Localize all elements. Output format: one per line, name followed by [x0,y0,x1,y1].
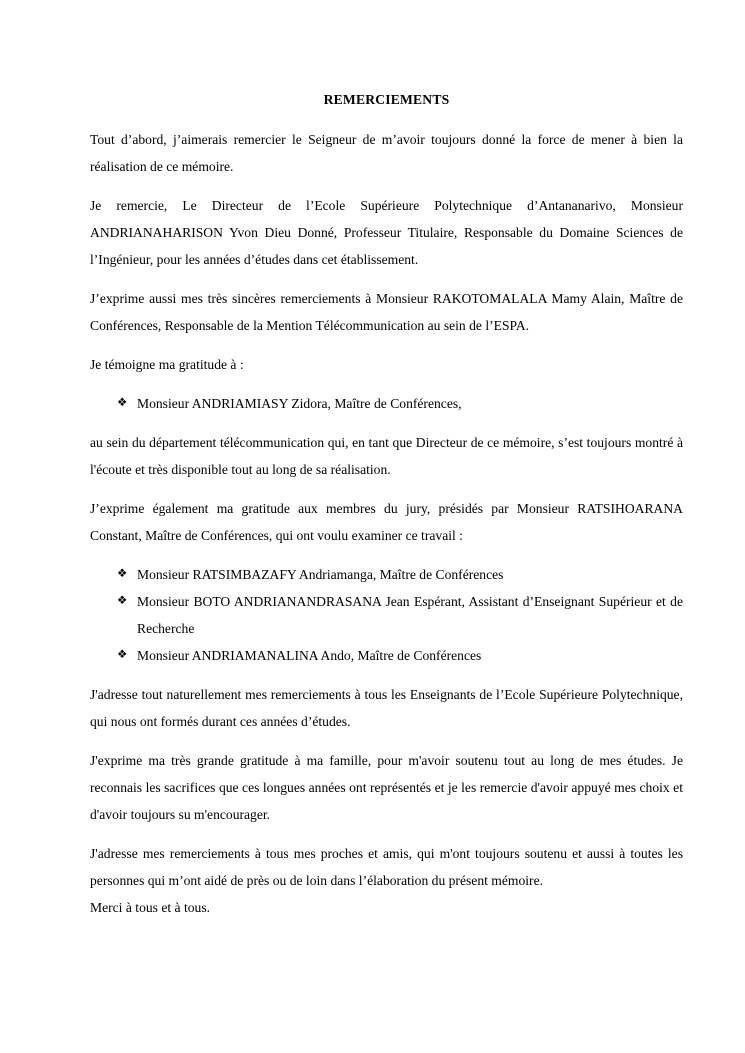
diamond-bullet-icon: ❖ [117,649,128,661]
list-item [117,642,683,669]
diamond-bullet-icon: ❖ [117,595,128,607]
paragraph-jury-intro: J’exprime également ma gratitude aux membres du jury, présidés par Monsieur RATSIHOARANA Constant, Maître de Conférences, qui ont voulu examiner ce travail : [90,501,683,543]
bullet-text-jury-member-3: Monsieur ANDRIAMANALINA Ando, Maître de Conférences [137,648,482,663]
bullet-text-jury-member-1: Monsieur RATSIMBAZAFY Andriamanga, Maître de Conférences [137,567,504,582]
paragraph-family: J'exprime ma très grande gratitude à ma famille, pour m'avoir soutenu tout au long de mes études. Je reconnais les sacrifices que ces longues années ont représentés et je les remercie d'avoir appuyé mes choix et d'avoir toujours su m'encourager. [90,753,683,822]
list-item [117,588,683,642]
paragraph-gratitude-intro: Je témoigne ma gratitude à : [90,357,244,372]
paragraph-mention-head: J’exprime aussi mes très sincères remerciements à Monsieur RAKOTOMALALA Mamy Alain, Maître de Conférences, Responsable de la Mention Télécommunication au sein de l’ESPA. [90,291,683,333]
diamond-bullet-icon: ❖ [117,397,128,409]
memoir-director-bullet-list [90,390,683,417]
paragraph-closing-thanks: Merci à tous et à tous. [90,900,211,915]
list-item [117,390,683,417]
paragraph-director-continuation: au sein du département télécommunication qui, en tant que Directeur de ce mémoire, s’est toujours montré à l'écoute et très disponible tout au long de sa réalisation. [90,435,683,477]
diamond-bullet-icon: ❖ [117,568,128,580]
bullet-text-memoir-director: Monsieur ANDRIAMIASY Zidora, Maître de Conférences, [137,396,462,411]
paragraph-teachers: J'adresse tout naturellement mes remerciements à tous les Enseignants de l’Ecole Supérieure Polytechnique, qui nous ont formés durant ces années d’études. [90,687,683,729]
paragraph-friends: J'adresse mes remerciements à tous mes proches et amis, qui m'ont toujours soutenu et aussi à toutes les personnes qui m’ont aidé de près ou de loin dans l’élaboration du présent mémoire. [90,846,683,888]
bullet-text-jury-member-2: Monsieur BOTO ANDRIANANDRASANA Jean Espérant, Assistant d’Enseignant Supérieur et de Recherche [137,594,683,636]
paragraph-director-espa: Je remercie, Le Directeur de l’Ecole Supérieure Polytechnique d’Antananarivo, Monsieur ANDRIANAHARISON Yvon Dieu Donné, Professeur Titulaire, Responsable du Domaine Sciences de l’Ingénieur, pour les années d’études dans cet établissement. [90,198,683,267]
list-item [117,561,683,588]
jury-members-bullet-list [90,561,683,669]
document-title: REMERCIEMENTS [323,92,450,107]
paragraph-thanks-god: Tout d’abord, j’aimerais remercier le Seigneur de m’avoir toujours donné la force de mener à bien la réalisation de ce mémoire. [90,132,683,174]
